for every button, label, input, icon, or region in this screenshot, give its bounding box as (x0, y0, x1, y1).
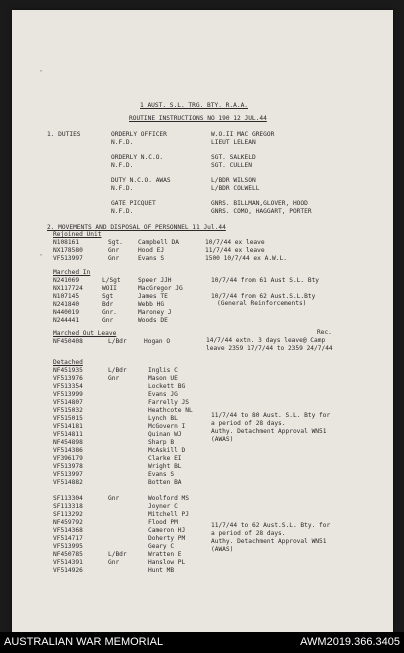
person-name: Webb HG (138, 301, 165, 308)
service-number: N440019 (53, 309, 80, 316)
rank: L/Bdr (108, 338, 127, 345)
service-number: VF513354 (53, 383, 83, 390)
movement-note: a period of 28 days. (211, 420, 286, 427)
archive-name: AUSTRALIAN WAR MEMORIAL (4, 636, 164, 648)
service-number: N241840 (53, 301, 80, 308)
hole-punch-mark: · (38, 250, 45, 261)
duty-role: N.F.D. (111, 139, 134, 146)
movement-note: leave 2359 17/7/44 to 2359 24/7/44 (206, 345, 333, 352)
service-number: VF515032 (53, 407, 83, 414)
movement-note: Authy. Detachment Approval WN51 (211, 428, 327, 435)
service-number: VF513997 (53, 255, 83, 262)
movements-heading: 2. MOVEMENTS AND DISPOSAL OF PERSONNEL 11 Jul.44 (47, 224, 226, 231)
movement-note: (General Reinforcements) (217, 300, 307, 307)
duty-name: SGT. SALKELD (211, 154, 256, 161)
duty-name: L/BDR WILSON (211, 177, 256, 184)
person-name: Evans S (148, 471, 175, 478)
person-name: Wright BL (148, 463, 182, 470)
person-name: Botten BA (148, 479, 182, 486)
rank: Gnr (108, 559, 120, 566)
movement-note: (AWAS) (211, 546, 234, 553)
accession-number: AWM2019.366.3405 (300, 636, 400, 648)
rank: Gnr (102, 317, 114, 324)
service-number: VF514386 (53, 447, 83, 454)
service-number: SF113318 (53, 503, 83, 510)
service-number: N108161 (53, 239, 80, 246)
person-name: Evans JG (148, 391, 178, 398)
rank: WOII (102, 285, 117, 292)
rank: Gnr (108, 247, 120, 254)
movement-note: 10/7/44 ex leave (205, 239, 265, 246)
rank: Sgt (102, 293, 114, 300)
rank: Gnr. (102, 309, 117, 316)
marched-out-label: Marched Out Leave (53, 330, 117, 337)
person-name: Hunt MB (148, 567, 175, 574)
person-name: James TE (138, 293, 168, 300)
service-number: NF454898 (53, 439, 83, 446)
service-number: SF113292 (53, 511, 83, 518)
duty-role: N.F.D. (111, 162, 134, 169)
person-name: McAskill D (148, 447, 186, 454)
person-name: Farrelly JS (148, 399, 189, 406)
service-number: VF515015 (53, 415, 83, 422)
person-name: Clarke EI (148, 455, 182, 462)
duty-name: GNRS. COMO, HAGGART, PORTER (211, 208, 312, 215)
service-number: VF514391 (53, 559, 83, 566)
service-number: VF396179 (53, 455, 83, 462)
detached-label: Detached (53, 359, 83, 366)
duty-role: GATE PICQUET (111, 200, 156, 207)
service-number: VF513995 (53, 543, 83, 550)
service-number: N241069 (53, 277, 80, 284)
movement-note: 10/7/44 from 61 Aust S.L. Bty (211, 277, 320, 284)
person-name: Sharp B (148, 439, 175, 446)
rank: Gnr (108, 495, 120, 502)
service-number: VF513978 (53, 463, 83, 470)
person-name: Mitchell PJ (148, 511, 189, 518)
duties-heading: 1. DUTIES (47, 131, 81, 138)
person-name: Cameron HJ (148, 527, 186, 534)
archive-footer (0, 632, 404, 653)
movement-note: 11/7/44 to 80 Aust. S.L. Bty for (211, 412, 331, 419)
service-number: NX178580 (53, 247, 83, 254)
duty-role: N.F.D. (111, 185, 134, 192)
duty-name: GNRS. BILLMAN,GLOVER, HOOD (211, 200, 308, 207)
person-name: Mason UE (148, 375, 178, 382)
person-name: Hogan O (144, 338, 171, 345)
movement-note: 1500 10/7/44 ex A.W.L. (205, 255, 287, 262)
duty-name: W.O.II MAC GREGOR (211, 131, 275, 138)
service-number: VF513997 (53, 471, 83, 478)
document-title: ROUTINE INSTRUCTIONS NO 190 12 JUL.44 (129, 115, 267, 122)
rank: Bdr (102, 301, 114, 308)
service-number: VF514811 (53, 431, 83, 438)
service-number: VF514926 (53, 567, 83, 574)
service-number: N107145 (53, 293, 80, 300)
hole-punch-mark: · (38, 66, 45, 77)
person-name: Lynch BL (148, 415, 178, 422)
movement-note: a period of 28 days. (211, 530, 286, 537)
service-number: NF459792 (53, 519, 83, 526)
person-name: Flood PM (148, 519, 178, 526)
service-number: NF450785 (53, 551, 83, 558)
movement-note: 11/7/44 ex leave (205, 247, 265, 254)
duty-role: DUTY N.C.O. AWAS (111, 177, 171, 184)
service-number: VF514882 (53, 479, 83, 486)
movement-note: Rec. (317, 329, 332, 336)
document-page (12, 10, 393, 632)
person-name: Lockett BG (148, 383, 186, 390)
service-number: N244441 (53, 317, 80, 324)
person-name: Wratten E (148, 551, 182, 558)
marched-in-label: Marched In (53, 269, 91, 276)
person-name: Inglis C (148, 367, 178, 374)
rank: Gnr (108, 375, 120, 382)
person-name: Speer JJH (138, 277, 172, 284)
duty-role: N.F.D. (111, 208, 134, 215)
service-number: NX117724 (53, 285, 83, 292)
service-number: VF514368 (53, 527, 83, 534)
service-number: NF451935 (53, 367, 83, 374)
person-name: Woolford MS (148, 495, 189, 502)
service-number: VF513999 (53, 391, 83, 398)
rank: L/Bdr (108, 367, 127, 374)
movement-note: 10/7/44 from 62 Aust.S.L.Bty (211, 293, 316, 300)
rejoined-label: Rejoined Unit (53, 231, 102, 238)
service-number: VF514181 (53, 423, 83, 430)
person-name: Joyner C (148, 503, 178, 510)
person-name: Doherty PM (148, 535, 186, 542)
person-name: MacGregor JG (138, 285, 183, 292)
person-name: Evans S (138, 255, 165, 262)
rank: L/Bdr (108, 551, 127, 558)
service-number: NF450408 (53, 338, 83, 345)
person-name: Hood EJ (138, 247, 165, 254)
rank: Gnr (108, 255, 120, 262)
duty-role: ORDERLY N.C.O. (111, 154, 164, 161)
movement-note: 11/7/44 to 62 Aust.S.L. Bty. for (211, 522, 331, 529)
movement-note: (AWAS) (211, 436, 234, 443)
duty-role: ORDERLY OFFICER (111, 131, 167, 138)
person-name: Campbell DA (138, 239, 179, 246)
unit-heading: 1 AUST. S.L. TRG. BTY. R.A.A. (140, 102, 249, 109)
rank: L/Sgt (102, 277, 121, 284)
movement-note: Authy. Detachment Approval WN51 (211, 538, 327, 545)
person-name: Quinan WJ (148, 431, 182, 438)
movement-note: 14/7/44 extn. 3 days leave@ Camp (206, 337, 326, 344)
person-name: Hanslow PL (148, 559, 186, 566)
service-number: VF513976 (53, 375, 83, 382)
service-number: SF113304 (53, 495, 83, 502)
duty-name: SGT. CULLEN (211, 162, 252, 169)
person-name: Woods DE (138, 317, 168, 324)
service-number: VF514807 (53, 399, 83, 406)
service-number: VF514717 (53, 535, 83, 542)
person-name: Heathcote NL (148, 407, 193, 414)
rank: Sgt. (108, 239, 123, 246)
person-name: McGovern I (148, 423, 186, 430)
duty-name: LIEUT LELEAN (211, 139, 256, 146)
person-name: Maroney J (138, 309, 172, 316)
duty-name: L/BDR COLWELL (211, 185, 260, 192)
person-name: Geary C (148, 543, 175, 550)
